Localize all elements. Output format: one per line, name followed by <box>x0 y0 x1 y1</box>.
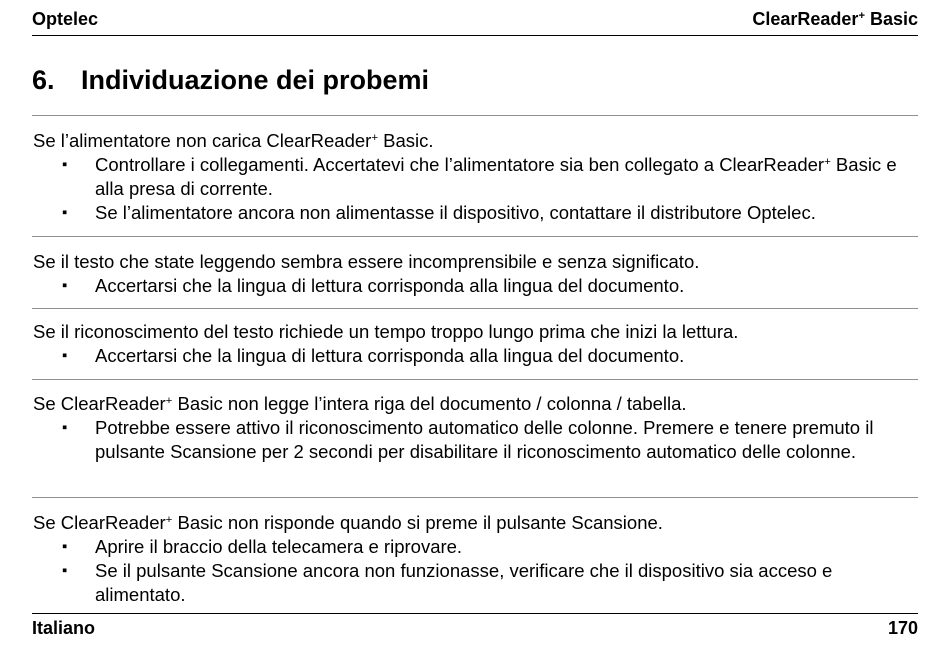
page-number: 170 <box>887 618 918 638</box>
problem-statement: Se ClearReader+ Basic non legge l’intera riga del documento / colonna / tabella. <box>33 393 687 414</box>
problem-statement: Se ClearReader+ Basic non risponde quando si preme il pulsante Scansione. <box>33 512 663 533</box>
solution-item: ▪ Aprire il braccio della telecamera e riprovare. <box>33 535 916 559</box>
divider <box>32 497 918 498</box>
problem-section <box>33 250 916 298</box>
divider <box>32 236 918 237</box>
divider <box>32 115 918 116</box>
header-brand: Optelec <box>32 9 99 29</box>
problem-section <box>33 392 916 464</box>
header-product: ClearReader+ Basic <box>752 9 918 29</box>
solution-list <box>33 274 916 298</box>
solution-item: ▪ Controllare i collegamenti. Accertatevi che l’alimentatore sia ben collegato a ClearReader+ Basic e alla presa di corrente. <box>33 153 916 201</box>
solution-list <box>33 416 916 464</box>
page-title <box>32 65 429 96</box>
chapter-title: Individuazione dei probemi <box>81 65 430 95</box>
problem-section <box>33 129 916 225</box>
page-header <box>32 9 918 36</box>
solution-list <box>33 153 916 225</box>
problem-section <box>33 511 916 607</box>
solution-list <box>33 535 916 607</box>
problem-section <box>33 320 916 368</box>
problem-statement: Se il riconoscimento del testo richiede un tempo troppo lungo prima che inizi la lettura. <box>33 321 739 342</box>
problem-statement: Se l’alimentatore non carica ClearReader+ Basic. <box>33 130 434 151</box>
problem-statement: Se il testo che state leggendo sembra essere incomprensibile e senza significato. <box>33 251 700 272</box>
solution-item: ▪ Potrebbe essere attivo il riconoscimento automatico delle colonne. Premere e tenere premuto il pulsante Scansione per 2 secondi per disabilitare il riconoscimento automatico delle colonne. <box>33 416 916 464</box>
solution-item: ▪ Se il pulsante Scansione ancora non funzionasse, verificare che il dispositivo sia acceso e alimentato. <box>33 559 916 607</box>
divider <box>32 379 918 380</box>
footer-language: Italiano <box>32 618 96 638</box>
page-footer <box>32 613 918 642</box>
chapter-number: 6. <box>32 65 55 95</box>
divider <box>32 308 918 309</box>
solution-item: ▪ Se l’alimentatore ancora non alimentasse il dispositivo, contattare il distributore Optelec. <box>33 201 916 225</box>
solution-item: ▪ Accertarsi che la lingua di lettura corrisponda alla lingua del documento. <box>33 274 916 298</box>
solution-item: ▪ Accertarsi che la lingua di lettura corrisponda alla lingua del documento. <box>33 344 916 368</box>
solution-list <box>33 344 916 368</box>
